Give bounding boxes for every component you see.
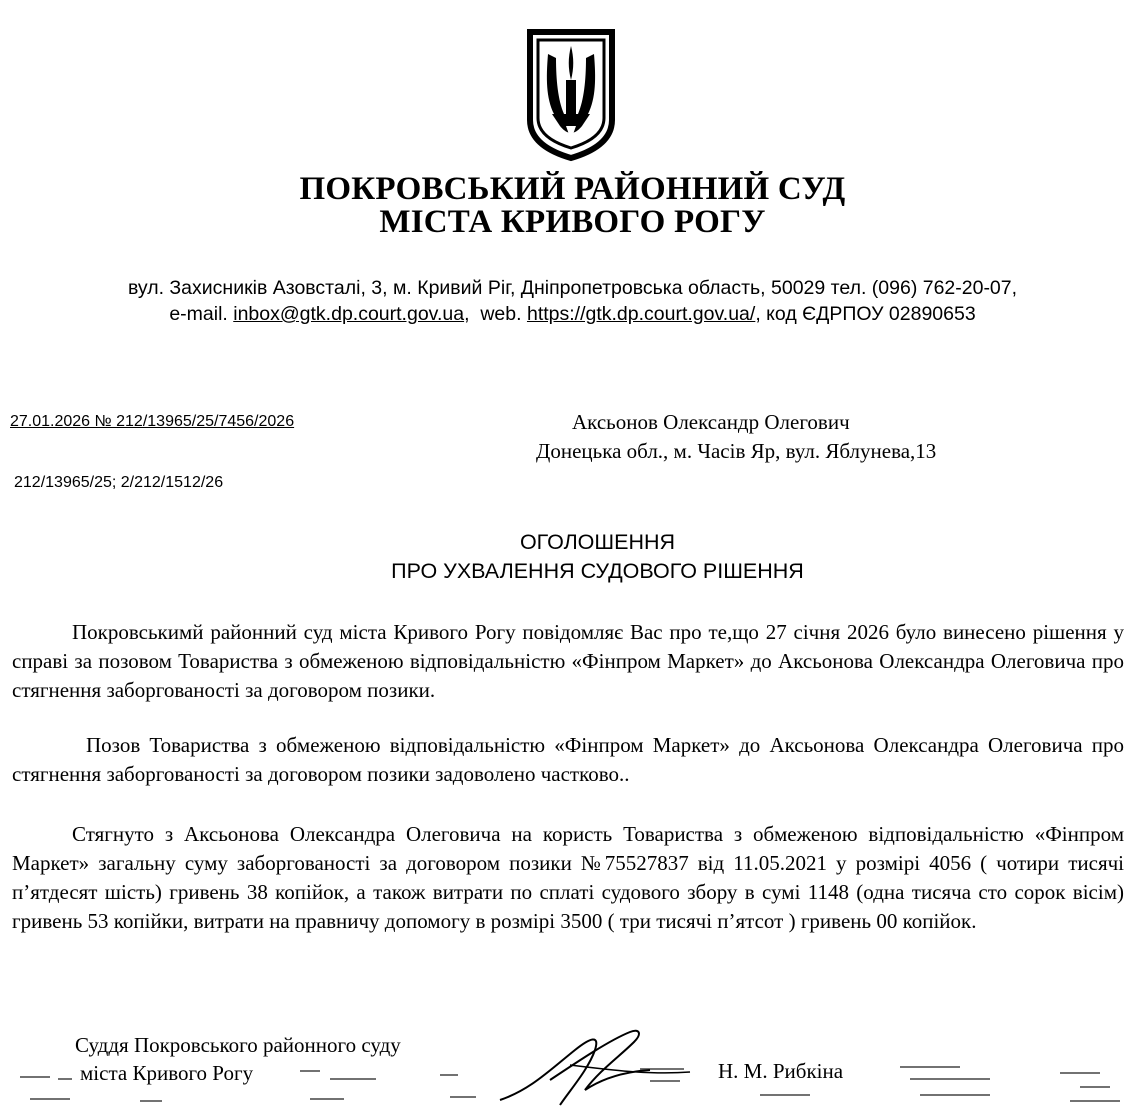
notice-title-line2: ПРО УХВАЛЕННЯ СУДОВОГО РІШЕННЯ: [391, 559, 804, 583]
court-contacts: e-mail. inbox@gtk.dp.court.gov.ua, web. https://gtk.dp.court.gov.ua/, код ЄДРПОУ 02890653: [169, 303, 976, 325]
paragraph-claim-result: Позов Товариства з обмеженою відповідальністю «Фінпром Маркет» до Аксьонова Олександра Олеговича про стягнення заборгованості за договором позики задоволено частково..: [12, 733, 1124, 786]
edrpou-code: , код ЄДРПОУ 02890653: [755, 303, 976, 325]
scan-noise: [0, 1050, 1145, 1109]
paragraph-recovery: Стягнуто з Аксьонова Олександра Олеговича на користь Товариства з обмеженою відповідальністю «Фінпром Маркет» загальну суму заборгованості за договором позики №75527837 від 11.05.2021 у розмірі 4056 ( чотири тисячі п’ятдесят шість) гривень 38 копійок, а також витрати по сплаті судового збору в сумі 1148 (одна тисяча сто сорок вісім) гривень 53 копійки, витрати на правничу допомогу в розмірі 3500 ( три тисячі п’ятсот ) гривень 00 копійок.: [12, 822, 1124, 933]
web-label: web.: [480, 303, 522, 325]
court-name-line2: МІСТА КРИВОГО РОГУ: [379, 204, 766, 240]
paragraph-decision: Покровськимй районний суд міста Кривого Рогу повідомляє Вас про те,що 27 січня 2026 було винесено рішення у справі за позовом Товариства з обмеженою відповідальністю «Фінпром Маркет» до Аксьонова Олександра Олеговича про стягнення заборгованості за договором позики.: [12, 620, 1124, 702]
recipient-name: Аксьонов Олександр Олегович: [572, 410, 850, 434]
judge-position-line1: Суддя Покровського районного суду: [75, 1033, 401, 1057]
court-name-line1: ПОКРОВСЬКИЙ РАЙОННИЙ СУД: [299, 171, 846, 207]
outgoing-reference: 27.01.2026 № 212/13965/25/7456/2026: [10, 413, 295, 430]
email-link[interactable]: inbox@gtk.dp.court.gov.ua: [233, 303, 465, 325]
case-numbers: 212/13965/25; 2/212/1512/26: [14, 474, 224, 491]
web-link[interactable]: https://gtk.dp.court.gov.ua/: [526, 303, 756, 325]
notice-title-line1: ОГОЛОШЕННЯ: [519, 530, 676, 554]
judge-name: Н. М. Рибкіна: [718, 1059, 844, 1083]
coat-of-arms-icon: [524, 28, 618, 162]
judge-position-line2: міста Кривого Рогу: [80, 1061, 254, 1085]
email-label: e-mail.: [169, 303, 228, 325]
recipient-address: Донецька обл., м. Часів Яр, вул. Яблунева,13: [536, 439, 937, 463]
court-address: вул. Захисників Азовсталі, 3, м. Кривий Ріг, Дніпропетровська область, 50029 тел. (096) 762-20-07,: [127, 277, 1018, 299]
